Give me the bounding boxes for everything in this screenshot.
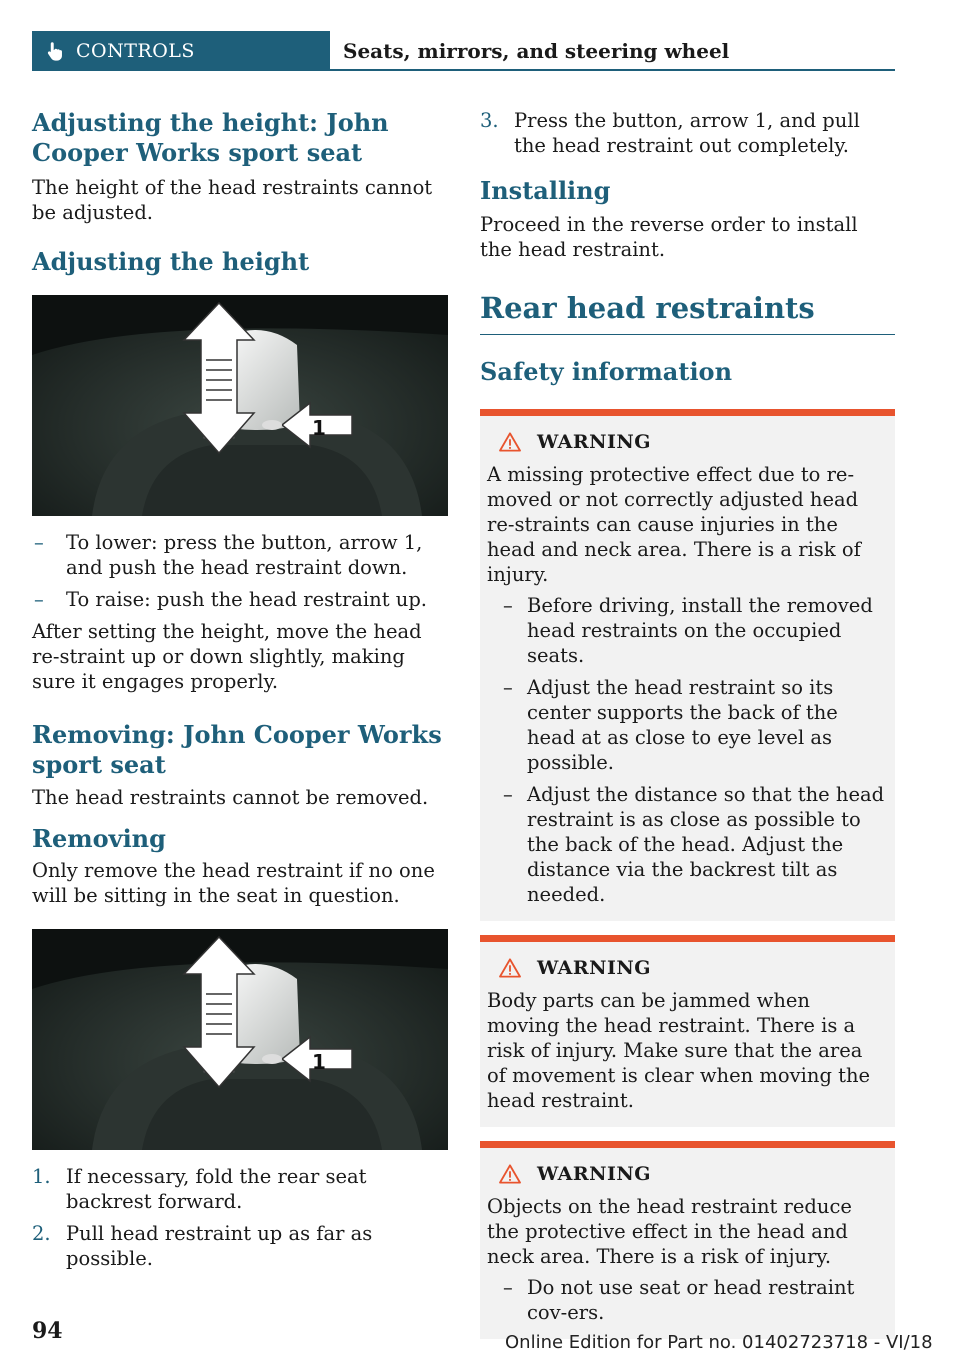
footer-edition: Online Edition for Part no. 01402723718 - VI/18 [505,1332,933,1353]
paragraph-removing-jcw: The head restraints cannot be removed. [32,786,429,809]
warning-box-1 [480,409,895,921]
figure-head-restraint-remove [32,929,448,1150]
list-item: 1. If necessary, fold the rear seat backrest forward. [32,1165,367,1213]
page-number: 94 [32,1318,63,1344]
warning-text: A missing protective effect due to re-moved or not correctly adjusted head re-straints can cause injuries in the head and neck area. There is a risk of injury. [487,463,861,586]
list-item: 3. Press the button, arrow 1, and pull the head restraint out completely. [480,109,860,157]
remove-steps-list-cont [480,108,895,158]
warning-list [487,1275,887,1325]
list-item: – Adjust the distance so that the head restraint is as close as possible to the back of the head. Adjust the distance via the backrest tilt as needed. [503,783,885,906]
list-item: – Before driving, install the removed head restraints on the occupied seats. [503,594,873,667]
paragraph-removing: Only remove the head restraint if no one will be sitting in the seat in question. [32,859,435,907]
paragraph-after-setting: After setting the height, move the head re-straint up or down slightly, making sure it engages properly. [32,620,422,693]
warning-box-2 [480,935,895,1127]
warning-triangle-icon [499,432,521,452]
list-item: – Do not use seat or head restraint cov-ers. [503,1276,855,1324]
section-rule [480,334,895,335]
right-column [480,108,895,1339]
list-item: – Adjust the head restraint so its center supports the back of the head at as close to eye level as possible. [503,676,838,774]
chapter-label: CONTROLS [76,40,195,62]
chapter-tab [32,31,330,71]
heading-installing: Installing [480,176,611,205]
height-steps-list [32,530,448,612]
heading-rear-head-restraints: Rear head restraints [480,291,815,325]
hand-pointer-icon [44,40,66,62]
warning-triangle-icon [499,958,521,978]
warning-title: WARNING [487,954,887,982]
paragraph-jcw-height: The height of the head restraints cannot be adjusted. [32,176,433,224]
warning-text: Objects on the head restraint reduce the protective effect in the head and neck area. There is a risk of injury. [487,1195,852,1268]
section-title: Seats, mirrors, and steering wheel [343,39,730,63]
page-header [32,31,895,71]
heading-removing-jcw: Removing: John Cooper Works sport seat [32,720,442,779]
list-item: – To raise: push the head restraint up. [34,588,427,611]
list-item: 2. Pull head restraint up as far as possible. [32,1222,373,1270]
heading-safety-information: Safety information [480,357,733,386]
remove-steps-list [32,1164,448,1271]
paragraph-installing: Proceed in the reverse order to install the head restraint. [480,213,858,261]
figure1-callout: 1 [312,416,326,440]
warning-box-3 [480,1141,895,1339]
list-item: – To lower: press the button, arrow 1, and push the head restraint down. [34,531,423,579]
heading-jcw-height: Adjusting the height: John Cooper Works sport seat [32,108,389,167]
warning-title: WARNING [487,428,887,456]
figure-head-restraint-height [32,295,448,516]
warning-title: WARNING [487,1160,887,1188]
figure2-callout: 1 [312,1050,326,1074]
warning-text: Body parts can be jammed when moving the head restraint. There is a risk of injury. Make sure that the area of movement is clear when moving the head restraint. [487,989,871,1112]
heading-removing: Removing [32,824,166,853]
heading-adjust-height: Adjusting the height [32,247,310,276]
left-column [32,108,448,1278]
warning-list [487,593,887,907]
header-rule [330,69,895,71]
warning-triangle-icon [499,1164,521,1184]
